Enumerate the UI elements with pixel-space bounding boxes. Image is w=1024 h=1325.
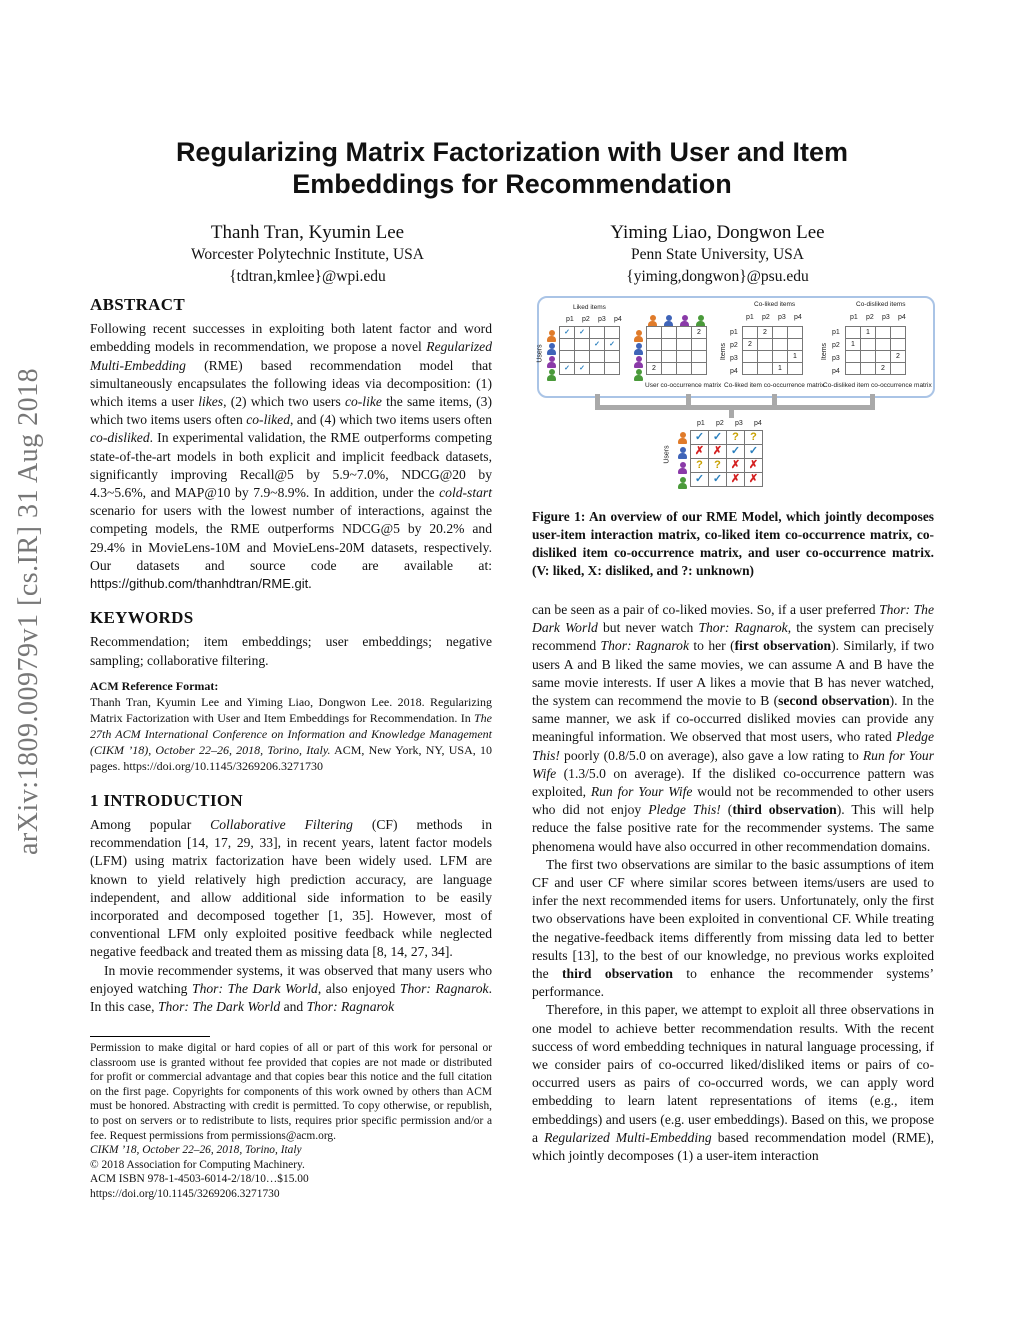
row-header: p1 (832, 329, 840, 336)
abstract-text: Following recent successes in exploiting both latent factor and word embedding models in recommendation, we propose a novel Regularized Multi-Embedding (RME) based recommendation model that simultaneously encapsulates the following ideas via decomposition: (1) which items a user likes, (2) which two users co-like the same items, (3) which two items users often co-liked, and (4) which two items users often co-disliked. In experimental validation, the RME outperforms competing state-of-the-art models in both explicit and implicit feedback datasets, significantly improving Recall@5 by 5.9~7.0%, NDCG@20 by 4.3~5.6%, and MAP@10 by 7.9~8.9%. In addition, under the cold-start scenario for users with the lowest number of interactions, against the competing models, the RME outperforms NDCG@5 by 20.2% and 29.4% in MovieLens-10M and MovieLens-20M datasets, respectively. Our datasets and source code are available at: https://github.com/thanhdtran/RME.git. (90, 321, 493, 592)
matrix-cell: ✓ (590, 339, 605, 351)
matrix-cell: ? (691, 459, 709, 473)
matrix-cell (662, 363, 677, 375)
matrix-cell: ✗ (727, 459, 745, 473)
matrix-cell (758, 339, 773, 351)
column-header: p3 (598, 316, 606, 323)
matrix-cell (846, 363, 861, 375)
matrix-cell (560, 339, 575, 351)
users-axis-label: Users (536, 344, 544, 363)
user-matrix (646, 326, 707, 375)
permission-notice: Permission to make digital or hard copies of all or part of this work for personal or classroom use is granted without fee provided that copies are not made or distributed for profit or commercial advantage and that copies bear this notice and the full citation on the first page. Copyrights for components of this work owned by others than ACM must be honored. Abstracting with credit is permitted. To copy otherwise, or republish, to post on servers or to redistribute to lists, requires prior specific permission and/or a fee. Request permissions from permissions@acm.org. (90, 1042, 492, 1142)
co-liked-label: Co-liked items (754, 301, 796, 308)
column-header: p4 (794, 314, 802, 321)
connector-line (729, 408, 734, 418)
row-header: p1 (730, 329, 738, 336)
matrix-cell (876, 339, 891, 351)
matrix-cell (605, 363, 620, 375)
matrix-cell (677, 363, 692, 375)
matrix-cell (861, 351, 876, 363)
user-icon (678, 447, 687, 459)
liked-matrix (559, 326, 620, 375)
matrix-cell: ✗ (745, 459, 763, 473)
matrix-cell: ✓ (745, 445, 763, 459)
matrix-cell (677, 351, 692, 363)
author-email: {yiming,dongwon}@psu.edu (626, 268, 809, 285)
right-column (532, 601, 934, 1165)
matrix-cell (743, 363, 758, 375)
matrix-cell (743, 327, 758, 339)
matrix-cell (692, 363, 707, 375)
row-header: p3 (832, 355, 840, 362)
matrix-cell (692, 351, 707, 363)
author-block-2 (530, 222, 905, 288)
row-header: p3 (730, 355, 738, 362)
user-icon (678, 477, 687, 489)
column-header: p4 (614, 316, 622, 323)
matrix-cell: ✓ (691, 473, 709, 487)
keywords-text: Recommendation; item embeddings; user embeddings; negative sampling; collaborative filtering. (90, 634, 492, 668)
column-header: p3 (778, 314, 786, 321)
footnote-rule (90, 1036, 210, 1037)
matrix-cell (758, 363, 773, 375)
matrix-cell (605, 327, 620, 339)
matrix-cell: ✗ (745, 473, 763, 487)
right-paragraph-2: The first two observations are similar to the basic assumptions of item CF and user CF where similar scores between items/users are used to infer the next recommended items for users. Unfortunately, only the first two observations have been exploited in conventional CF. While treating the negative-feedback items differently from missing data led to better results [13], to the best of our knowledge, no previous works exploited the third observation to enhance the recommender systems’ performance. (532, 856, 934, 1000)
matrix-cell (575, 351, 590, 363)
liked-items-label: Liked items (573, 304, 606, 311)
matrix-cell (846, 327, 861, 339)
matrix-cell (891, 339, 906, 351)
user-icon (547, 343, 556, 355)
left-column (90, 296, 492, 1016)
matrix-cell (846, 351, 861, 363)
paper-title (100, 136, 924, 200)
connector-line (595, 405, 875, 410)
matrix-cell (773, 339, 788, 351)
matrix-cell (662, 327, 677, 339)
matrix-cell: ✓ (709, 473, 727, 487)
abstract-heading: ABSTRACT (90, 295, 185, 314)
user-icon (634, 369, 643, 381)
co-disliked-matrix-caption: Co-disliked item co-occurrence matrix (823, 382, 932, 389)
row-header: p4 (730, 368, 738, 375)
matrix-cell: 2 (891, 351, 906, 363)
matrix-cell (575, 339, 590, 351)
column-header: p4 (898, 314, 906, 321)
items-axis-label: Items (720, 342, 728, 361)
matrix-cell (891, 363, 906, 375)
author-names: Yiming Liao, Dongwon Lee (610, 222, 825, 243)
user-icon (547, 330, 556, 342)
result-matrix (690, 430, 763, 487)
intro-heading: 1 INTRODUCTION (90, 790, 243, 810)
acm-reference (90, 678, 492, 774)
column-header: p1 (697, 420, 705, 427)
matrix-cell: ✓ (575, 327, 590, 339)
arxiv-stamp: arXiv:1809.00979v1 [cs.IR] 31 Aug 2018 (13, 367, 44, 855)
users-axis-label: Users (663, 445, 671, 464)
matrix-cell: ✓ (560, 327, 575, 339)
matrix-cell: ✓ (575, 363, 590, 375)
matrix-cell: 2 (743, 339, 758, 351)
matrix-cell: ✓ (560, 363, 575, 375)
user-icon (547, 369, 556, 381)
co-disliked-matrix (845, 326, 906, 375)
column-header: p3 (735, 420, 743, 427)
matrix-cell (861, 363, 876, 375)
matrix-cell (647, 327, 662, 339)
matrix-cell: 1 (773, 363, 788, 375)
matrix-cell (861, 339, 876, 351)
matrix-cell (677, 327, 692, 339)
copyright: © 2018 Association for Computing Machinery. (90, 1158, 305, 1171)
matrix-cell: ✓ (605, 339, 620, 351)
venue: CIKM ’18, October 22–26, 2018, Torino, Italy (90, 1144, 302, 1157)
matrix-cell: ✓ (691, 431, 709, 445)
column-header: p2 (866, 314, 874, 321)
column-header: p2 (716, 420, 724, 427)
column-header: p2 (762, 314, 770, 321)
matrix-cell: ? (745, 431, 763, 445)
matrix-cell (743, 351, 758, 363)
row-header: p4 (832, 368, 840, 375)
row-header: p2 (832, 342, 840, 349)
co-liked-matrix (742, 326, 803, 375)
matrix-cell: 2 (758, 327, 773, 339)
title-line-1: Regularizing Matrix Factorization with User and Item (175, 137, 849, 167)
matrix-cell (590, 327, 605, 339)
matrix-cell (662, 339, 677, 351)
author-affiliation: Worcester Polytechnic Institute, USA (191, 246, 424, 263)
matrix-cell: ? (709, 459, 727, 473)
acm-reference-heading: ACM Reference Format: (90, 678, 219, 693)
matrix-cell (647, 339, 662, 351)
co-disliked-label: Co-disliked items (856, 301, 906, 308)
matrix-cell: ? (727, 431, 745, 445)
matrix-cell: ✗ (709, 445, 727, 459)
matrix-cell (788, 339, 803, 351)
matrix-cell: ✓ (709, 431, 727, 445)
footnote (90, 1036, 492, 1202)
matrix-cell: ✗ (691, 445, 709, 459)
matrix-cell: 2 (692, 327, 707, 339)
column-header: p2 (582, 316, 590, 323)
matrix-cell (677, 339, 692, 351)
column-header: p1 (746, 314, 754, 321)
author-email: {tdtran,kmlee}@wpi.edu (229, 268, 386, 285)
matrix-cell (758, 351, 773, 363)
author-names: Thanh Tran, Kyumin Lee (210, 222, 405, 243)
column-header: p1 (566, 316, 574, 323)
matrix-cell: 2 (876, 363, 891, 375)
matrix-cell: ✗ (727, 473, 745, 487)
doi: https://doi.org/10.1145/3269206.3271730 (90, 1187, 280, 1200)
matrix-cell (891, 327, 906, 339)
matrix-cell: 2 (647, 363, 662, 375)
user-icon (634, 356, 643, 368)
row-header: p2 (730, 342, 738, 349)
author-block-1 (120, 222, 495, 288)
matrix-cell: 1 (788, 351, 803, 363)
matrix-cell: 1 (846, 339, 861, 351)
column-header: p3 (882, 314, 890, 321)
matrix-cell (788, 327, 803, 339)
right-paragraph-3: Therefore, in this paper, we attempt to exploit all three observations in one model to achieve better recommendation results. With the recent success of word embedding techniques in natural language processing, if we consider pairs of co-occurred liked/disliked items or pairs of co-occurred users as pairs of co-occurred words, we can apply word embedding to learn latent representations of items (e.g., item embeddings) and users (e.g. user embeddings). Based on this, we propose a Regularized Multi-Embedding based recommendation model (RME), which jointly decomposes (1) a user-item interaction (532, 1002, 935, 1164)
matrix-cell (647, 351, 662, 363)
matrix-cell: ✓ (727, 445, 745, 459)
figure-caption: Figure 1: An overview of our RME Model, which jointly decomposes user-item interaction matrix, co-liked item co-occurrence matrix, co-disliked item co-occurrence matrix, and user co-occurrence matrix. (V: liked, X: disliked, and ?: unknown) (532, 509, 934, 578)
author-affiliation: Penn State University, USA (631, 246, 804, 263)
intro-paragraph-2: In movie recommender systems, it was observed that many users who enjoyed watching Thor: The Dark World, also enjoyed Thor: Ragnarok. In this case, Thor: The Dark World and Thor: Ragnarok (90, 962, 492, 1015)
items-axis-label: Items (821, 342, 829, 361)
matrix-cell (590, 363, 605, 375)
matrix-cell (773, 351, 788, 363)
code-link[interactable]: https://github.com/thanhdtran/RME.git (90, 576, 309, 592)
acm-reference-text: Thanh Tran, Kyumin Lee and Yiming Liao, Dongwon Lee. 2018. Regularizing Matrix Factorization with User and Item Embeddings for Recommendation. In The 27th ACM International Conference on Information and Knowledge Management (CIKM ’18), October 22–26, 2018, Torino, Italy. ACM, New York, NY, USA, 10 pages. https://doi.org/10.1145/3269206.3271730 (90, 694, 492, 773)
column-header: p4 (754, 420, 762, 427)
user-icon (634, 343, 643, 355)
user-icon (678, 432, 687, 444)
matrix-cell (876, 327, 891, 339)
column-header: p1 (850, 314, 858, 321)
matrix-cell (692, 339, 707, 351)
matrix-cell (773, 327, 788, 339)
title-line-2: Embeddings for Recommendation (292, 169, 732, 199)
matrix-cell (788, 363, 803, 375)
matrix-cell: 1 (861, 327, 876, 339)
matrix-cell (590, 351, 605, 363)
matrix-cell (605, 351, 620, 363)
co-liked-matrix-caption: Co-liked item co-occurrence matrix (724, 382, 825, 389)
user-icon (634, 330, 643, 342)
keywords-heading: KEYWORDS (90, 608, 194, 628)
matrix-cell (662, 351, 677, 363)
matrix-cell (876, 351, 891, 363)
user-icon (547, 356, 556, 368)
right-paragraph-1: can be seen as a pair of co-liked movies. So, if a user preferred Thor: The Dark World but never watch Thor: Ragnarok, the system can precisely recommend Thor: Ragnarok to her (first observation). Similarly, if two users A and B liked the same movies, we can assume A and B have the same movie interests. If user A likes a movie that B has never watched, the system can recommend the movie to B (second observation). In the same manner, we ask if co-occurred disliked movies can provide any meaningful information. We observed that most users, who rated Pledge This! poorly (0.8/5.0 on average), also gave a low rating to Run for Your Wife (1.3/5.0 on average). If the disliked co-occurrence pattern was exploited, Run for Your Wife would not be recommended to other users who did not enjoy Pledge This! (third observation). This will help reduce the false positive rate for the recommender systems. The same phenomena would have also occurred in other recommendation domains. (532, 602, 935, 854)
user-icon (678, 462, 687, 474)
matrix-cell (560, 351, 575, 363)
user-matrix-caption: User co-occurrence matrix (645, 382, 722, 389)
isbn: ACM ISBN 978-1-4503-6014-2/18/10…$15.00 (90, 1173, 309, 1186)
intro-paragraph-1: Among popular Collaborative Filtering (CF) methods in recommendation [14, 17, 29, 33], in recent years, latent factor models (LFM) using matrix factorization have been widely used. LFM are known to yield relatively high prediction accuracy, are language independent, and allow additional side information to be easily incorporated and decomposed together [1, 35]. However, most of conventional LFM only exploited positive feedback while neglected negative feedback and treated them as missing data [8, 14, 27, 34]. (90, 817, 492, 960)
